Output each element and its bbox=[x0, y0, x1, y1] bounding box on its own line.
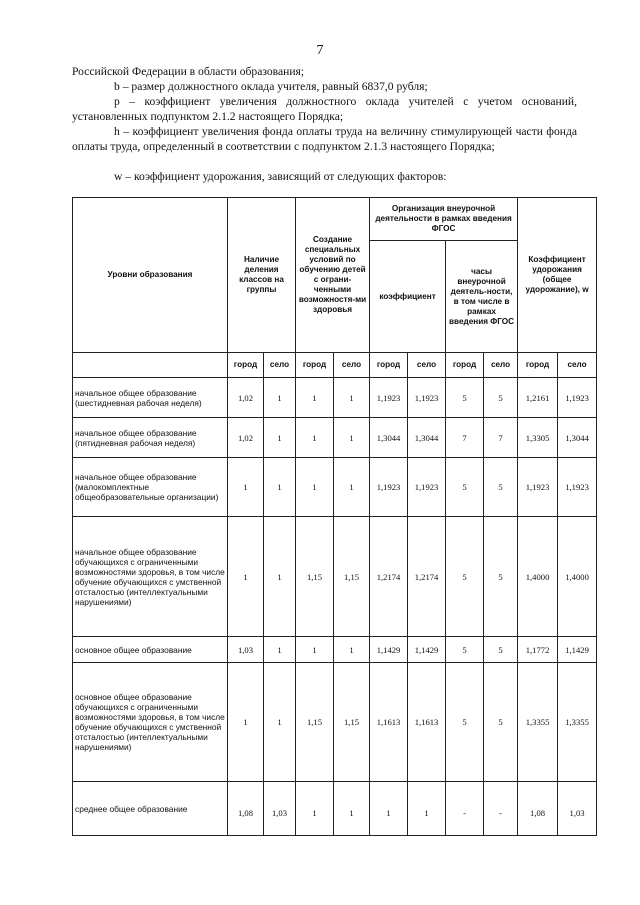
cell-value: 1,1613 bbox=[370, 663, 408, 782]
cell-value: 1,1923 bbox=[408, 378, 446, 418]
cell-value: 1 bbox=[296, 418, 334, 458]
cell-value: 1 bbox=[264, 517, 296, 637]
row-level: начальное общее образование обучающихся с ограниченными возможностями здоровья, в том числе обучение обучающихся с умственной отсталостью (интеллектуальными нарушениями) bbox=[73, 517, 228, 637]
cell-value: 1 bbox=[296, 782, 334, 836]
subheader-city: город bbox=[370, 353, 408, 378]
cell-value: 1 bbox=[264, 458, 296, 517]
cell-value: 1,1429 bbox=[408, 637, 446, 663]
cell-value: 1 bbox=[408, 782, 446, 836]
cell-value: 5 bbox=[484, 517, 518, 637]
cell-value: 5 bbox=[484, 458, 518, 517]
table-row bbox=[73, 637, 597, 663]
row-level: среднее общее образование bbox=[73, 782, 228, 836]
cell-value: 1,02 bbox=[228, 418, 264, 458]
cell-value: 1,3355 bbox=[558, 663, 597, 782]
cell-value: 1 bbox=[296, 458, 334, 517]
cell-value: 1,1429 bbox=[558, 637, 597, 663]
cell-value: 1 bbox=[334, 782, 370, 836]
coefficient-table bbox=[72, 197, 597, 836]
cell-value: 1 bbox=[228, 663, 264, 782]
cell-value: - bbox=[446, 782, 484, 836]
cell-value: 1,4000 bbox=[518, 517, 558, 637]
paragraph-b: b – размер должностного оклада учителя, равный 6837,0 рубля; bbox=[114, 80, 428, 93]
cell-value: 1,3044 bbox=[558, 418, 597, 458]
cell-value: 1 bbox=[334, 458, 370, 517]
cell-value: 1,03 bbox=[264, 782, 296, 836]
cell-value: 1,15 bbox=[334, 663, 370, 782]
cell-value: 1 bbox=[228, 517, 264, 637]
cell-value: 1,15 bbox=[296, 663, 334, 782]
cell-value: 1,15 bbox=[296, 517, 334, 637]
subheader-village: село bbox=[408, 353, 446, 378]
cell-value: 1,1923 bbox=[370, 378, 408, 418]
cell-value: 1,15 bbox=[334, 517, 370, 637]
table-row bbox=[73, 517, 597, 637]
cell-value: 1,1772 bbox=[518, 637, 558, 663]
cell-value: 1 bbox=[228, 458, 264, 517]
header-hours: часы внеурочной деятель-ности, в том числе в рамках введения ФГОС bbox=[446, 241, 518, 353]
cell-value: 1,2174 bbox=[370, 517, 408, 637]
subheader-village: село bbox=[484, 353, 518, 378]
header-extracurricular: Организация внеурочной деятельности в рамках введения ФГОС bbox=[370, 198, 518, 241]
header-coefficient: коэффициент bbox=[370, 241, 446, 353]
header-special-conditions: Создание специальных условий по обучению детей с ограни-ченными возможностя-ми здоровья bbox=[296, 198, 370, 353]
cell-value: 1,3355 bbox=[518, 663, 558, 782]
subheader-city: город bbox=[228, 353, 264, 378]
table-row bbox=[73, 418, 597, 458]
paragraph-p: p – коэффициент увеличения должностного оклада учителей с учетом оснований, установленных подпунктом 2.1.2 настоящего Порядка; bbox=[72, 95, 577, 124]
header-levels: Уровни образования bbox=[73, 198, 228, 353]
cell-value: 7 bbox=[484, 418, 518, 458]
header-division: Наличие деления классов на группы bbox=[228, 198, 296, 353]
cell-value: 5 bbox=[484, 378, 518, 418]
subheader-village: село bbox=[558, 353, 597, 378]
cell-value: 1,08 bbox=[228, 782, 264, 836]
row-level: начальное общее образование (малокомплектные общеобразовательные организации) bbox=[73, 458, 228, 517]
cell-value: 1 bbox=[264, 663, 296, 782]
cell-value: 1 bbox=[264, 418, 296, 458]
cell-value: 1 bbox=[264, 637, 296, 663]
cell-value: 1,1923 bbox=[518, 458, 558, 517]
cell-value: 5 bbox=[446, 663, 484, 782]
subheader-village: село bbox=[264, 353, 296, 378]
paragraph-h: h – коэффициент увеличения фонда оплаты труда на величину стимулирующей части фонда оплаты труда, определенный в соответствии с подпунктом 2.1.3 настоящего Порядка; bbox=[72, 125, 577, 154]
row-level: начальное общее образование (шестидневная рабочая неделя) bbox=[73, 378, 228, 418]
cell-value: 5 bbox=[446, 517, 484, 637]
cell-value: 1,1923 bbox=[558, 378, 597, 418]
cell-value: 1,2161 bbox=[518, 378, 558, 418]
cell-value: 1 bbox=[370, 782, 408, 836]
row-level: основное общее образование обучающихся с ограниченными возможностями здоровья, в том числе обучение обучающихся с умственной отсталостью (интеллектуальными нарушениями) bbox=[73, 663, 228, 782]
cell-value: 1,03 bbox=[558, 782, 597, 836]
cell-value: 1 bbox=[264, 378, 296, 418]
row-level: начальное общее образование (пятидневная рабочая неделя) bbox=[73, 418, 228, 458]
cell-value: 1,1429 bbox=[370, 637, 408, 663]
header-total-coefficient: Коэффициент удорожания (общее удорожание), w bbox=[518, 198, 597, 353]
paragraph-intro: Российской Федерации в области образования; bbox=[72, 65, 305, 78]
cell-value: 1,1923 bbox=[370, 458, 408, 517]
cell-value: 1 bbox=[296, 378, 334, 418]
cell-value: 1,3044 bbox=[370, 418, 408, 458]
cell-value: 1 bbox=[296, 637, 334, 663]
cell-value: 1,3305 bbox=[518, 418, 558, 458]
cell-value: 1,2174 bbox=[408, 517, 446, 637]
cell-value: 1,3044 bbox=[408, 418, 446, 458]
cell-value: 1,03 bbox=[228, 637, 264, 663]
cell-value: 1,02 bbox=[228, 378, 264, 418]
paragraph-w: w – коэффициент удорожания, зависящий от следующих факторов: bbox=[114, 170, 447, 183]
row-level: основное общее образование bbox=[73, 637, 228, 663]
subheader-city: город bbox=[446, 353, 484, 378]
cell-value: 1 bbox=[334, 378, 370, 418]
subheader-city: город bbox=[518, 353, 558, 378]
cell-value: 5 bbox=[446, 637, 484, 663]
cell-value: 1,1923 bbox=[558, 458, 597, 517]
subheader-village: село bbox=[334, 353, 370, 378]
cell-value: 5 bbox=[484, 663, 518, 782]
cell-value: 1,1923 bbox=[408, 458, 446, 517]
table-row bbox=[73, 782, 597, 836]
cell-value: 5 bbox=[484, 637, 518, 663]
cell-value: 1 bbox=[334, 637, 370, 663]
page-number: 7 bbox=[316, 43, 324, 58]
subheader-city: город bbox=[296, 353, 334, 378]
table-row bbox=[73, 378, 597, 418]
cell-value: 1,08 bbox=[518, 782, 558, 836]
cell-value: 1,4000 bbox=[558, 517, 597, 637]
table-row bbox=[73, 663, 597, 782]
cell-value: 1,1613 bbox=[408, 663, 446, 782]
table-row bbox=[73, 458, 597, 517]
cell-value: - bbox=[484, 782, 518, 836]
cell-value: 5 bbox=[446, 458, 484, 517]
cell-value: 5 bbox=[446, 378, 484, 418]
cell-value: 1 bbox=[334, 418, 370, 458]
cell-value: 7 bbox=[446, 418, 484, 458]
